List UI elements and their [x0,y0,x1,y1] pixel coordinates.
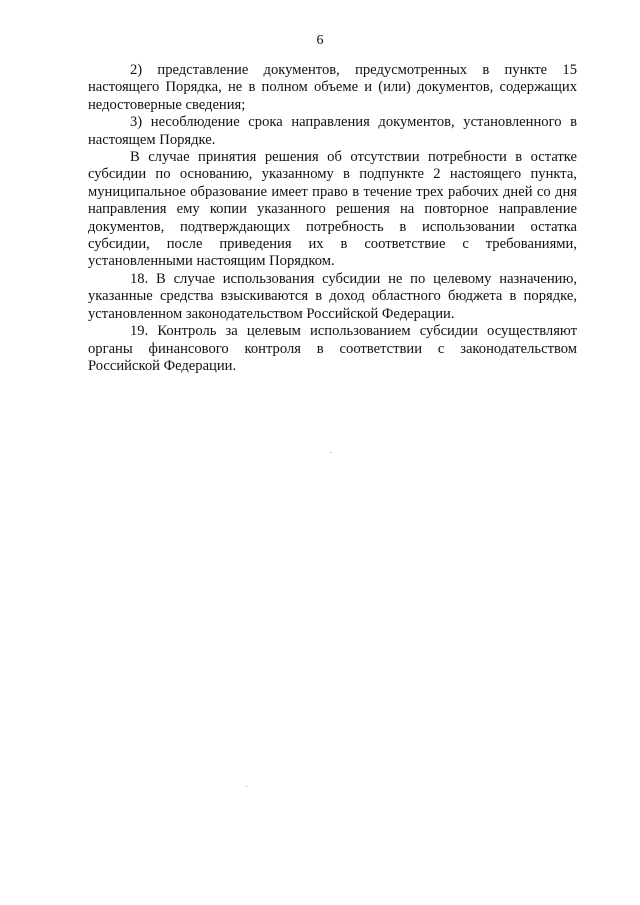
scan-speck [330,452,331,453]
document-body [88,62,577,375]
paragraph-item-3: 3) несоблюдение срока направления документов, установленного в настоящем Порядке. [88,114,577,148]
scan-speck [246,786,247,787]
paragraph-remaining-subsidy: В случае принятия решения об отсутствии потребности в остатке субсидии по основанию, указанному в подпункте 2 настоящего пункта, муниципальное образование имеет право в течение трех рабочих дней со дня направления ему копии указанного решения на повторное направление документов, подтверждающих потребность в использовании остатка субсидии, после приведения их в соответствие с требованиями, установленными настоящим Порядком. [88,149,577,270]
paragraph-18: 18. В случае использования субсидии не по целевому назначению, указанные средства взыскиваются в доход областного бюджета в порядке, установленном законодательством Российской Федерации. [88,270,577,322]
paragraph-item-2: 2) представление документов, предусмотренных в пункте 15 настоящего Порядка, не в полном объеме и (или) документов, содержащих недостоверные сведения; [88,62,577,113]
paragraph-19: 19. Контроль за целевым использованием субсидии осуществляют органы финансового контроля в соответствии с законодательством Российской Федерации. [88,323,577,374]
page-number: 6 [316,33,324,48]
